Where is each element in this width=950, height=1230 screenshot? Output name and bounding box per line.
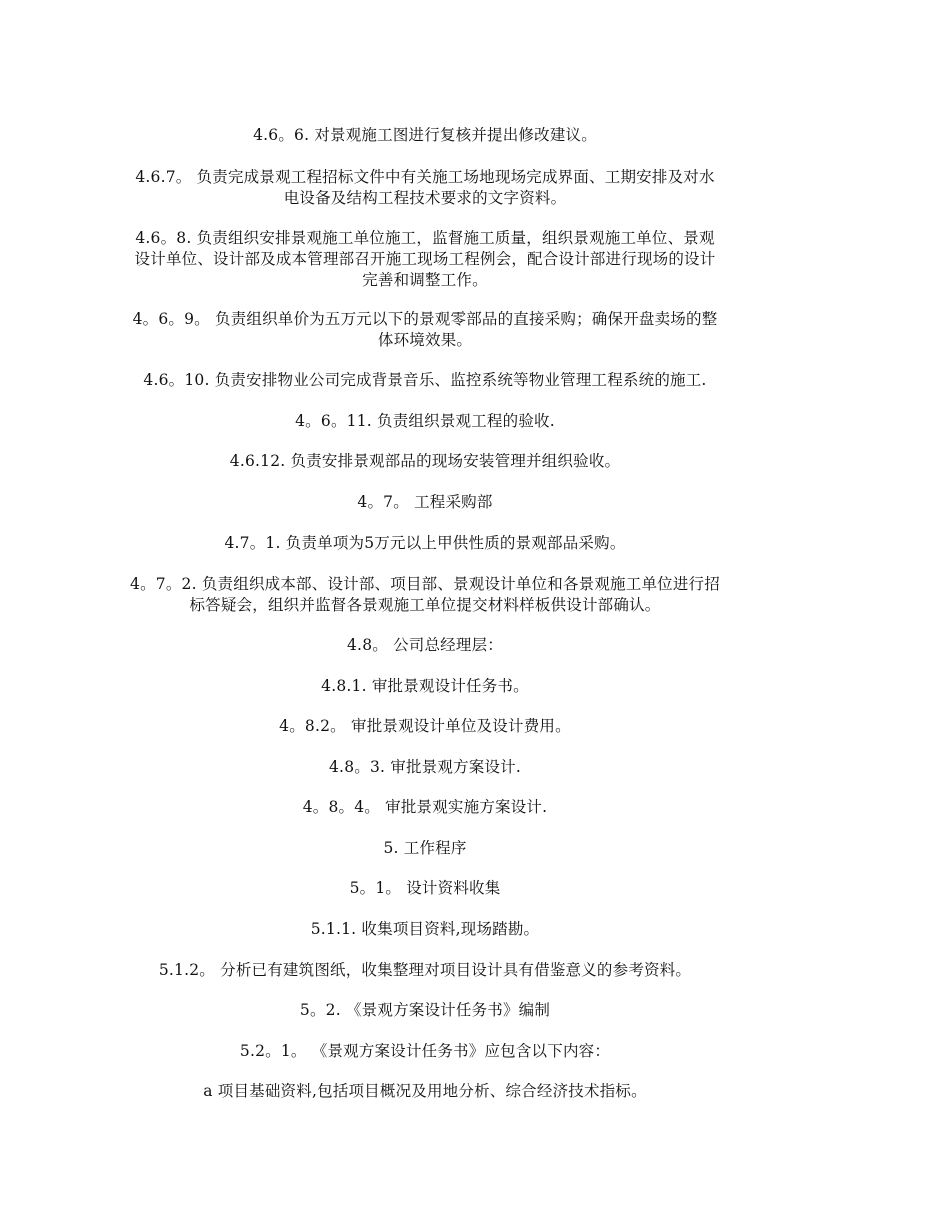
text-line: 4。6。9。 负责组织单价为五万元以下的景观零部品的直接采购；确保开盘卖场的整 bbox=[132, 310, 718, 328]
text-line: 4。7。 工程采购部 bbox=[357, 493, 493, 511]
paragraph-4-6-6 bbox=[85, 125, 765, 146]
text-line: 4。8。4。 审批景观实施方案设计. bbox=[302, 798, 548, 816]
paragraph-4-8-2 bbox=[85, 716, 765, 737]
paragraph-4-7-2 bbox=[85, 574, 765, 616]
paragraph-5-1-1 bbox=[85, 919, 765, 940]
section-heading-5-2 bbox=[85, 1000, 765, 1021]
text-line: 4.6。10. 负责安排物业公司完成背景音乐、监控系统等物业管理工程系统的施工. bbox=[143, 371, 707, 389]
paragraph-4-7-1 bbox=[85, 533, 765, 554]
text-line: 5.1.2。 分析已有建筑图纸，收集整理对项目设计具有借鉴意义的参考资料。 bbox=[158, 961, 692, 979]
text-line: 体环境效果。 bbox=[377, 331, 473, 349]
paragraph-item-a bbox=[85, 1081, 765, 1102]
paragraph-5-2-1 bbox=[85, 1041, 765, 1062]
text-line: 4。8.2。 审批景观设计单位及设计费用。 bbox=[279, 717, 571, 735]
paragraph-4-6-12 bbox=[85, 451, 765, 472]
paragraph-4-6-9 bbox=[85, 309, 765, 351]
text-line: 完善和调整工作。 bbox=[362, 271, 488, 289]
text-line: 4.6。6. 对景观施工图进行复核并提出修改建议。 bbox=[253, 126, 597, 144]
paragraph-4-6-7 bbox=[85, 167, 765, 209]
paragraph-4-6-8 bbox=[85, 228, 765, 291]
section-heading-5-1 bbox=[85, 878, 765, 899]
text-line: 4.6.12. 负责安排景观部品的现场安装管理并组织验收。 bbox=[229, 452, 621, 470]
text-line: 4.6。8. 负责组织安排景观施工单位施工，监督施工质量，组织景观施工单位、景观 bbox=[135, 229, 715, 247]
text-line: 5. 工作程序 bbox=[383, 839, 467, 857]
text-line: 5。1。 设计资料收集 bbox=[349, 879, 501, 897]
text-line: 5.2。1。 《景观方案设计任务书》应包含以下内容： bbox=[239, 1042, 611, 1060]
text-line: 标答疑会，组织并监督各景观施工单位提交材料样板供设计部确认。 bbox=[189, 596, 661, 614]
text-line: 4.7。1. 负责单项为5万元以上甲供性质的景观部品采购。 bbox=[224, 534, 626, 552]
paragraph-4-8-4 bbox=[85, 797, 765, 818]
section-heading-5 bbox=[85, 838, 765, 859]
text-line: 5.1.1. 收集项目资料,现场踏勘。 bbox=[310, 920, 540, 938]
text-line: 4.6.7。 负责完成景观工程招标文件中有关施工场地现场完成界面、工期安排及对水 bbox=[135, 168, 715, 186]
text-line: 4.8。3. 审批景观方案设计. bbox=[329, 758, 521, 776]
paragraph-4-6-10 bbox=[85, 370, 765, 391]
paragraph-4-8-1 bbox=[85, 676, 765, 697]
text-line: 4.8.1. 审批景观设计任务书。 bbox=[321, 677, 529, 695]
paragraph-4-6-11 bbox=[85, 411, 765, 432]
text-line: 设计单位、设计部及成本管理部召开施工现场工程例会，配合设计部进行现场的设计 bbox=[134, 250, 716, 268]
text-line: 4。6。11. 负责组织景观工程的验收. bbox=[295, 412, 555, 430]
section-heading-4-8 bbox=[85, 635, 765, 656]
paragraph-4-8-3 bbox=[85, 757, 765, 778]
paragraph-5-1-2 bbox=[85, 960, 765, 981]
section-heading-4-7 bbox=[85, 492, 765, 513]
text-line: a 项目基础资料,包括项目概况及用地分析、综合经济技术指标。 bbox=[203, 1082, 647, 1100]
text-line: 电设备及结构工程技术要求的文字资料。 bbox=[283, 189, 567, 207]
text-line: 4.8。 公司总经理层： bbox=[347, 636, 503, 654]
text-line: 5。2. 《景观方案设计任务书》编制 bbox=[299, 1001, 551, 1019]
text-line: 4。7。2. 负责组织成本部、设计部、项目部、景观设计单位和各景观施工单位进行招 bbox=[130, 575, 720, 593]
